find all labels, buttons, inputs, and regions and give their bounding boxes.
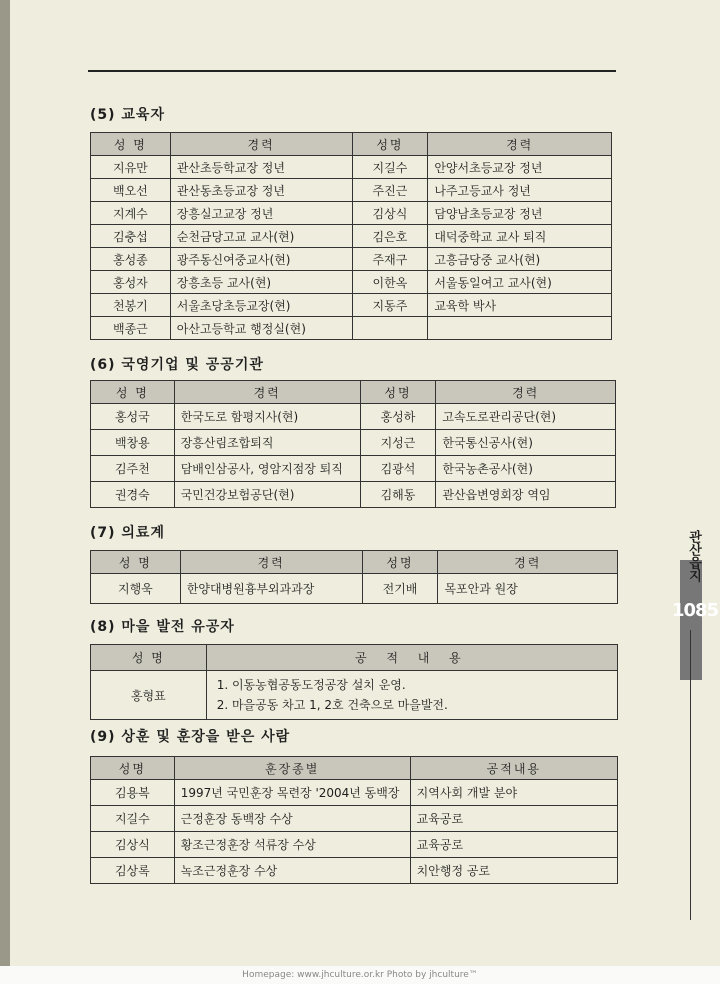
cell-career: 나주고등교사 정년: [428, 179, 612, 202]
cell-name: 김은호: [352, 225, 428, 248]
table-row: [91, 832, 618, 858]
public-enterprises-table: [90, 380, 616, 508]
cell-career: 서울동일여고 교사(현): [428, 271, 612, 294]
table-row: [91, 430, 616, 456]
table-row: [91, 806, 618, 832]
cell-name: 김해동: [360, 482, 436, 508]
section-title-medical: (7) 의료계: [90, 525, 165, 541]
table-header: [91, 133, 612, 156]
header-name: 성 명: [91, 645, 207, 671]
table-row: [91, 271, 612, 294]
cell-decoration: 황조근정훈장 석류장 수상: [174, 832, 410, 858]
cell-name: 김용복: [91, 780, 175, 806]
header-career: 경력: [174, 381, 360, 404]
cell-name: 백종근: [91, 317, 171, 340]
cell-name: 김충섭: [91, 225, 171, 248]
cell-career: 아산고등학교 행정실(현): [170, 317, 352, 340]
cell-name: 지성근: [360, 430, 436, 456]
cell-achievement: [206, 671, 617, 720]
cell-name: 지동주: [352, 294, 428, 317]
table-row: [91, 482, 616, 508]
cell-name: 김광석: [360, 456, 436, 482]
cell-name: 김주천: [91, 456, 175, 482]
village-contributors-table: [90, 644, 618, 720]
cell-career: [428, 317, 612, 340]
cell-name: 지길수: [91, 806, 175, 832]
header-career: 경력: [438, 551, 618, 574]
cell-name: 지길수: [352, 156, 428, 179]
table-row: [91, 156, 612, 179]
table-row: [91, 202, 612, 225]
cell-career: 담배인삼공사, 영암지점장 퇴직: [174, 456, 360, 482]
header-name: 성명: [352, 133, 428, 156]
header-name: 성 명: [91, 381, 175, 404]
header-achievement: 공 적 내 용: [206, 645, 617, 671]
book-title-vertical: 관산읍지: [686, 530, 701, 582]
decorations-table: [90, 756, 618, 884]
cell-achievement: 지역사회 개발 분야: [410, 780, 617, 806]
side-rule: [690, 630, 691, 920]
cell-career: 한국통신공사(현): [436, 430, 616, 456]
cell-name: 백오선: [91, 179, 171, 202]
cell-decoration: 1997년 국민훈장 목련장 '2004년 동백장: [174, 780, 410, 806]
cell-name: 홍형표: [91, 671, 207, 720]
table-row: [91, 858, 618, 884]
cell-career: 관산초등학교장 정년: [170, 156, 352, 179]
achievement-item: 1. 이동농협공동도정공장 설치 운영.: [216, 678, 406, 692]
header-achievement: 공적내용: [410, 757, 617, 780]
cell-career: 대덕중학교 교사 퇴직: [428, 225, 612, 248]
cell-name: 김상록: [91, 858, 175, 884]
medical-table: [90, 550, 618, 604]
table-row: [91, 574, 618, 604]
cell-career: 고흥금당중 교사(현): [428, 248, 612, 271]
cell-career: 안양서초등교장 정년: [428, 156, 612, 179]
cell-name: 이한옥: [352, 271, 428, 294]
table-header: [91, 551, 618, 574]
footer-credit: Homepage: www.jhculture.or.kr Photo by jhculture™: [0, 966, 720, 984]
header-career: 경력: [170, 133, 352, 156]
cell-name: 천봉기: [91, 294, 171, 317]
cell-career: 한국농촌공사(현): [436, 456, 616, 482]
header-name: 성 명: [91, 133, 171, 156]
table-row: [91, 179, 612, 202]
achievement-item: 2. 마을공동 차고 1, 2호 건축으로 마을발전.: [216, 698, 448, 712]
header-career: 경력: [180, 551, 362, 574]
cell-decoration: 근정훈장 동백장 수상: [174, 806, 410, 832]
cell-name: 전기배: [362, 574, 438, 604]
cell-name: 백창용: [91, 430, 175, 456]
page-gutter: [0, 0, 10, 984]
header-name: 성명: [91, 757, 175, 780]
table-row: [91, 671, 618, 720]
cell-career: 국민건강보험공단(현): [174, 482, 360, 508]
cell-career: 한양대병원흉부외과과장: [180, 574, 362, 604]
cell-name: 권경숙: [91, 482, 175, 508]
education-table: [90, 132, 612, 340]
cell-achievement: 치안행정 공로: [410, 858, 617, 884]
section-title-decorations: (9) 상훈 및 훈장을 받은 사람: [90, 729, 291, 745]
header-name: 성명: [362, 551, 438, 574]
cell-name: 홍성국: [91, 404, 175, 430]
cell-name: 홍성자: [91, 271, 171, 294]
table-row: [91, 225, 612, 248]
cell-name: 지행욱: [91, 574, 181, 604]
cell-career: 장흥초등 교사(현): [170, 271, 352, 294]
cell-decoration: 녹조근정훈장 수상: [174, 858, 410, 884]
table-header: [91, 645, 618, 671]
cell-name: 주재구: [352, 248, 428, 271]
header-decoration-type: 훈장종별: [174, 757, 410, 780]
cell-career: 장흥실고교장 정년: [170, 202, 352, 225]
cell-career: 목포안과 원장: [438, 574, 618, 604]
cell-career: 광주동신여중교사(현): [170, 248, 352, 271]
cell-achievement: 교육공로: [410, 832, 617, 858]
table-header: [91, 381, 616, 404]
cell-career: 한국도로 함평지사(현): [174, 404, 360, 430]
cell-career: 담양남초등교장 정년: [428, 202, 612, 225]
cell-achievement: 교육공로: [410, 806, 617, 832]
cell-name: 홍성종: [91, 248, 171, 271]
cell-name: 홍성하: [360, 404, 436, 430]
cell-name: 김상식: [352, 202, 428, 225]
table-row: [91, 456, 616, 482]
table-header: [91, 757, 618, 780]
cell-career: 장흥산림조합퇴직: [174, 430, 360, 456]
table-row: [91, 404, 616, 430]
cell-career: 순천금당고교 교사(현): [170, 225, 352, 248]
table-row: [91, 780, 618, 806]
table-row: [91, 317, 612, 340]
header-name: 성 명: [91, 551, 181, 574]
header-name: 성명: [360, 381, 436, 404]
cell-career: 교육학 박사: [428, 294, 612, 317]
section-title-education: (5) 교육자: [90, 107, 165, 123]
section-title-public-enterprises: (6) 국영기업 및 공공기관: [90, 357, 264, 373]
cell-career: 서울초당초등교장(현): [170, 294, 352, 317]
cell-name: 김상식: [91, 832, 175, 858]
section-title-village-contributors: (8) 마을 발전 유공자: [90, 619, 235, 635]
header-career: 경력: [436, 381, 616, 404]
page-number: 1085: [672, 600, 719, 621]
cell-name: 주진근: [352, 179, 428, 202]
top-rule: [88, 70, 616, 72]
cell-name: 지유만: [91, 156, 171, 179]
table-row: [91, 294, 612, 317]
cell-career: 관산읍변영회장 역임: [436, 482, 616, 508]
header-career: 경력: [428, 133, 612, 156]
cell-name: 지계수: [91, 202, 171, 225]
table-row: [91, 248, 612, 271]
cell-name: [352, 317, 428, 340]
cell-career: 관산동초등교장 정년: [170, 179, 352, 202]
cell-career: 고속도로관리공단(현): [436, 404, 616, 430]
